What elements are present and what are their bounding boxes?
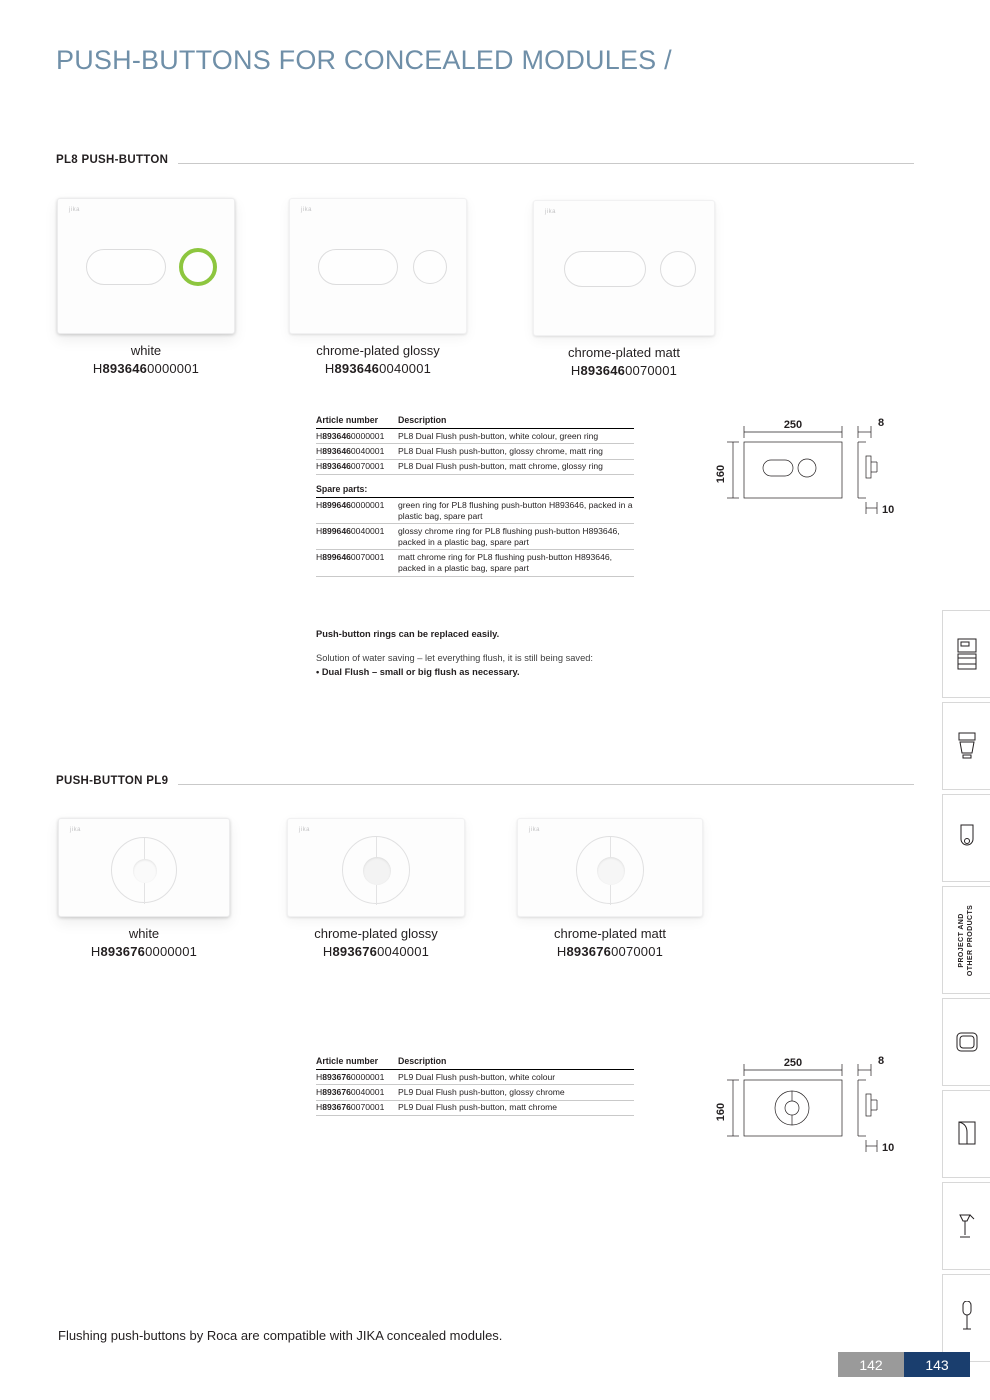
- plate-drawing-pl9-matt: [517, 818, 703, 917]
- product-pl9-chrome-glossy: [286, 818, 466, 959]
- article-description: glossy chrome ring for PL8 flushing push-button H893646, packed in a plastic bag, spare part: [398, 524, 634, 550]
- flush-button-inner: [363, 857, 391, 885]
- dim-depth2: 10: [882, 504, 895, 516]
- product-name: chrome-plated glossy: [316, 343, 440, 358]
- brand-logo: jika: [70, 827, 82, 833]
- product-code: H8936460040001: [324, 360, 432, 376]
- tab-accessories[interactable]: [942, 1274, 990, 1362]
- note-bullet: • Dual Flush – small or big flush as necessary.: [316, 666, 520, 677]
- table-header-row: [316, 1056, 634, 1070]
- dim-width: 250: [783, 1057, 803, 1069]
- article-description: green ring for PL8 flushing push-button H893646, packed in a plastic bag, spare part: [398, 498, 634, 524]
- brand-logo: jika: [545, 209, 557, 215]
- flush-button-inner: [133, 859, 157, 883]
- flush-split-line: [610, 837, 611, 857]
- section-header-pl9: [56, 771, 914, 789]
- urinal-icon: [954, 821, 980, 855]
- accessories-icon: [954, 1301, 980, 1335]
- footer-note: Flushing push-buttons by Roca are compatible with JIKA concealed modules.: [58, 1328, 503, 1343]
- small-flush-button-ring: [413, 250, 447, 284]
- divider: [56, 163, 914, 164]
- product-name: white: [130, 343, 162, 358]
- notes-pl8: [316, 629, 646, 680]
- table-row: [316, 498, 634, 524]
- tab-toilets[interactable]: [942, 702, 990, 790]
- dim-height: 160: [715, 1102, 727, 1122]
- product-name: white: [128, 926, 160, 941]
- product-pl8-white: [56, 198, 236, 376]
- table-row: [316, 1070, 634, 1085]
- table-row: [316, 1085, 634, 1100]
- table-row: [316, 550, 634, 576]
- product-code: H8936760040001: [322, 943, 430, 959]
- product-pl9-chrome-matt: [516, 818, 704, 959]
- note-bold: Push-button rings can be replaced easily.: [316, 629, 500, 639]
- flush-button-circle: [576, 836, 644, 904]
- product-name: chrome-plated matt: [554, 926, 666, 941]
- dim-height: 160: [715, 464, 727, 484]
- article-table: [316, 1070, 634, 1116]
- article-number: H8996460000001: [316, 498, 398, 524]
- product-name: chrome-plated glossy: [314, 926, 438, 941]
- column-header-article: Article number: [316, 1056, 379, 1066]
- table-row: [316, 429, 634, 444]
- page-numbers: [838, 1352, 970, 1377]
- spec-table-pl8: [316, 415, 634, 577]
- article-description: matt chrome ring for PL8 flushing push-button H893646, packed in a plastic bag, spare part: [398, 550, 634, 576]
- section-title: PUSH-BUTTON PL9: [56, 775, 178, 787]
- large-flush-button: [86, 249, 166, 285]
- article-number: H8936760040001: [316, 1085, 398, 1100]
- table-row: [316, 444, 634, 459]
- tab-faucets[interactable]: [942, 1182, 990, 1270]
- article-number: H8936460070001: [316, 459, 398, 474]
- tab-project-and-other-products[interactable]: [942, 886, 990, 994]
- plate-drawing-pl8-white: [57, 198, 235, 334]
- tab-urinals[interactable]: [942, 794, 990, 882]
- tab-concealed-modules[interactable]: [942, 610, 990, 698]
- product-name: chrome-plated matt: [568, 345, 680, 360]
- toilet-icon: [954, 729, 980, 763]
- dim-depth1: 8: [878, 417, 885, 429]
- article-number: H8996460070001: [316, 550, 398, 576]
- tab-bathtubs[interactable]: [942, 998, 990, 1086]
- dim-depth2: 10: [882, 1142, 895, 1154]
- article-number: H8936460040001: [316, 444, 398, 459]
- category-tab-bar: [942, 610, 990, 1366]
- brand-logo: jika: [299, 827, 311, 833]
- large-flush-button: [564, 251, 646, 287]
- small-flush-button-ring: [179, 248, 217, 286]
- flush-split-line: [376, 885, 377, 905]
- brand-logo: jika: [69, 207, 81, 213]
- spec-table-pl9: [316, 1056, 634, 1116]
- tab-label: PROJECT AND OTHER PRODUCTS: [958, 904, 975, 976]
- brand-logo: jika: [529, 827, 541, 833]
- note-paragraph: Solution of water saving – let everything flush, it is still being saved:: [316, 653, 593, 663]
- product-code: H8936760070001: [556, 943, 664, 959]
- column-header-description: Description: [398, 415, 447, 425]
- article-description: PL8 Dual Flush push-button, matt chrome, glossy ring: [398, 459, 634, 474]
- article-description: PL9 Dual Flush push-button, white colour: [398, 1070, 634, 1085]
- faucet-icon: [954, 1209, 980, 1243]
- page-number-right: 143: [904, 1352, 970, 1377]
- section-title: PL8 PUSH-BUTTON: [56, 154, 178, 166]
- spare-parts-table: [316, 498, 634, 577]
- article-number: H8936460000001: [316, 429, 398, 444]
- table-row: [316, 524, 634, 550]
- dim-depth1: 8: [878, 1055, 885, 1067]
- flush-split-line: [610, 885, 611, 905]
- flush-split-line: [144, 883, 145, 904]
- flush-button-inner: [597, 857, 625, 885]
- article-description: PL9 Dual Flush push-button, glossy chrome: [398, 1085, 634, 1100]
- shower-enclosure-icon: [954, 1116, 980, 1152]
- product-code: H8936760000001: [90, 943, 198, 959]
- article-description: PL8 Dual Flush push-button, glossy chrome, matt ring: [398, 444, 634, 459]
- product-pl8-chrome-matt: [532, 200, 716, 378]
- article-description: PL9 Dual Flush push-button, matt chrome: [398, 1100, 634, 1115]
- page-title: PUSH-BUTTONS FOR CONCEALED MODULES /: [56, 45, 672, 75]
- section-header-pl8: [56, 150, 914, 168]
- plate-drawing-pl9-white: [58, 818, 230, 917]
- article-number: H8936760000001: [316, 1070, 398, 1085]
- plate-drawing-pl9-glossy: [287, 818, 465, 917]
- spare-parts-heading: Spare parts:: [316, 475, 634, 498]
- dimension-drawing-pl8: [700, 412, 910, 522]
- bathtub-icon: [953, 1025, 981, 1059]
- table-header-row: [316, 415, 634, 429]
- flush-button-circle: [111, 837, 177, 903]
- product-code: H8936460000001: [92, 360, 200, 376]
- article-description: PL8 Dual Flush push-button, white colour, green ring: [398, 429, 634, 444]
- column-header-description: Description: [398, 1056, 447, 1066]
- article-number: H8936760070001: [316, 1100, 398, 1115]
- column-header-article: Article number: [316, 415, 379, 425]
- product-pl9-white: [56, 818, 232, 959]
- table-row: [316, 459, 634, 474]
- table-row: [316, 1100, 634, 1115]
- large-flush-button: [318, 249, 398, 285]
- dim-width: 250: [783, 419, 803, 431]
- plate-drawing-pl8-glossy: [289, 198, 467, 334]
- tab-shower-enclosures[interactable]: [942, 1090, 990, 1178]
- page-number-left: 142: [838, 1352, 904, 1377]
- product-pl8-chrome-glossy: [288, 198, 468, 376]
- plate-drawing-pl8-matt: [533, 200, 715, 336]
- article-table: [316, 429, 634, 475]
- concealed-module-icon: [954, 637, 980, 671]
- dimension-drawing-pl9: [700, 1050, 910, 1160]
- brand-logo: jika: [301, 207, 313, 213]
- flush-button-circle: [342, 836, 410, 904]
- divider: [56, 784, 914, 785]
- flush-split-line: [376, 837, 377, 857]
- flush-split-line: [144, 838, 145, 859]
- small-flush-button-ring: [660, 251, 696, 287]
- article-number: H8996460040001: [316, 524, 398, 550]
- product-code: H8936460070001: [570, 362, 678, 378]
